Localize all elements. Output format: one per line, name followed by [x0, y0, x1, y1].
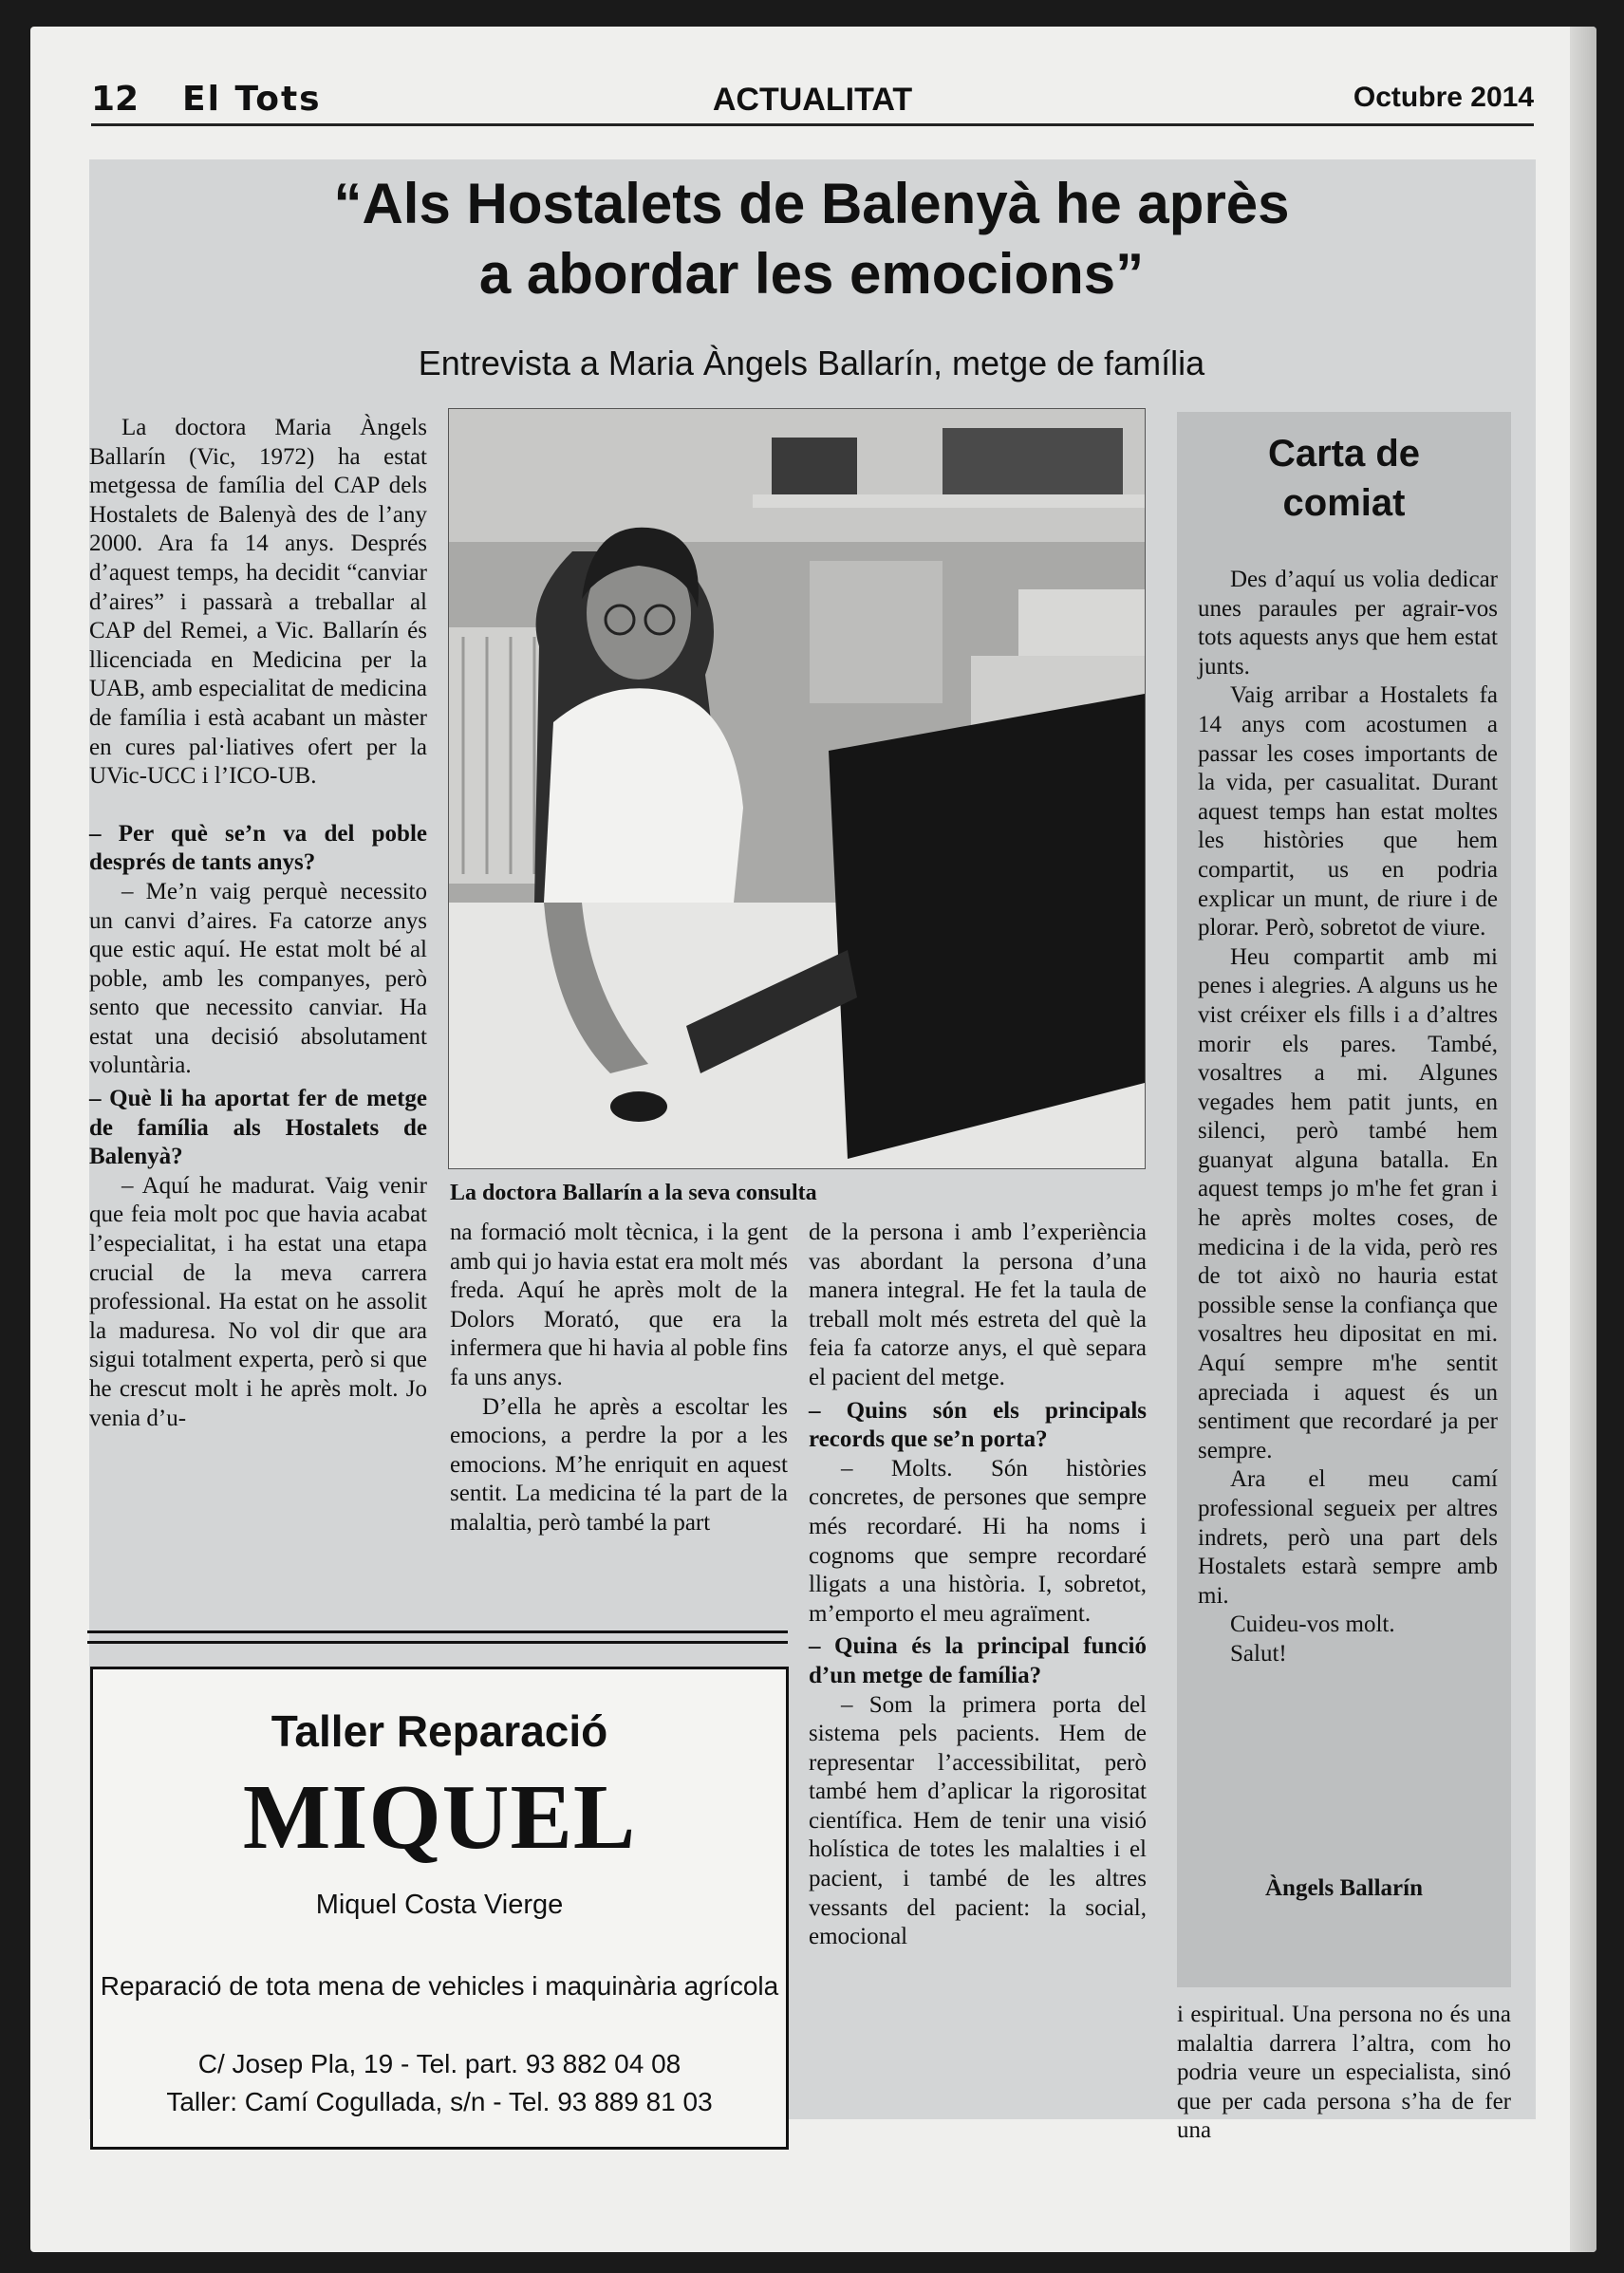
doctor-at-desk-image	[449, 409, 1145, 1168]
advert-brand: MIQUEL	[242, 1766, 637, 1869]
advert-heading: Taller Reparació	[271, 1706, 608, 1756]
sidebar-title-text: Carta de comiat	[1267, 433, 1421, 524]
question-1: – Per què se’n va del poble després de tants anys?	[89, 820, 427, 876]
advert-address-2: Taller: Camí Cogullada, s/n - Tel. 93 889 81 03	[166, 2087, 713, 2116]
advert-services: Reparació de tota mena de vehicles i maquinària agrícola	[100, 1971, 779, 2001]
answer-3: – Molts. Són històries concretes, de persones que sempre més recordaré. Hi ha noms i cognoms que sempre recordaré lligats a una història. I, sobretot, m’emporto el meu agraïment.	[809, 1455, 1147, 1627]
question-4: – Quina és la principal funció d’un metge de família?	[809, 1633, 1147, 1688]
answer-1: – Me’n vaig perquè necessito un canvi d’aires. Fa catorze anys que estic aquí. He estat molt bé al poble, amb les companyes, però sento que necessito canviar. Ha estat una decisió absolutament voluntària.	[89, 878, 427, 1079]
page-edge-shadow	[1570, 27, 1596, 2252]
question-3: – Quins són els principals records que se’n porta?	[809, 1397, 1147, 1453]
doctor-photo	[448, 408, 1146, 1169]
intro-paragraph: La doctora Maria Àngels Ballarín (Vic, 1972) ha estat metgessa de família del CAP dels Hostalets de Balenyà des de l’any 2000. Ara fa 14 anys. Després d’aquest temps, ha decidit “canviar d’aires” i passarà a treballar al CAP del Remei, a Vic. Ballarín és llicenciada en Medicina per la UAB, amb especialitat de medicina de família i està acabant un màster en cures pal·liatives ofert per la UVic-UCC i l’ICO-UB.	[89, 415, 427, 790]
article-column-4	[1177, 2001, 1511, 2146]
subheadline: Entrevista a Maria Àngels Ballarín, metge de família	[418, 344, 1205, 382]
advert-rule	[87, 1630, 788, 1644]
question-2: – Què li ha aportat fer de metge de família als Hostalets de Balenyà?	[89, 1086, 427, 1170]
article-column-1	[89, 414, 427, 1433]
page-number: 12	[91, 80, 140, 119]
sidebar-paragraph-3: Heu compartit amb mi penes i alegries. A alguns us he vist créixer els fills i a d’altres morir els pares. També, vosaltres a mi. Algunes vegades hem patit junts, en silenci, però també hem guanyat alguna batalla. En aquest temps jo m'he fet gran i he après moltes coses, de medicina i de la vida, però res de tot això no hauria estat possible sense la confiança que vosaltres heu dipositat en mi. Aquí sempre m'he sentit apreciada i aquest és un sentiment que recordaré ja per sempre.	[1198, 943, 1498, 1463]
answer-2-part-4: de la persona i amb l’experiència vas abordant la persona d’una manera integral. He fet la taula de treball molt més estreta del què la feia fa catorze anys, el què separa el pacient del metge.	[809, 1220, 1147, 1390]
sidebar-paragraph-2: Vaig arribar a Hostalets fa 14 anys com acostumen a passar les coses importants de la vida, per casualitat. Durant aquest temps han estat moltes les històries que hem compartit, us en podria explicar un munt, de riure i de plorar. Però, sobretot de viure.	[1198, 682, 1498, 941]
sidebar-text	[1198, 566, 1498, 1669]
answer-4-part-2: i espiritual. Una persona no és una malaltia darrera l’altra, com ho podria veure un especialista, sinó que per cada persona s’ha de fer una	[1177, 2002, 1511, 2144]
masthead: El Tots	[182, 80, 322, 119]
answer-2-part-3: D’ella he après a escoltar les emocions, a perdre la por a les emocions. M’he enriquit en aquest sentit. La medicina té la part de la malaltia, però també la part	[450, 1393, 788, 1536]
sidebar-paragraph-4: Ara el meu camí professional segueix per altres indrets, però una part dels Hostalets estarà sempre amb mi.	[1198, 1466, 1498, 1609]
answer-2-part-1: – Aquí he madurat. Vaig venir que feia molt poc que havia acabat l’especialitat, i ha estat una etapa crucial de la meva carrera professional. Ha estat on he assolit la maduresa. No vol dir que ara sigui totalment experta, però si que he crescut molt i he après molt. Jo venia d’u-	[89, 1172, 427, 1431]
sidebar-paragraph-1: Des d’aquí us volia dedicar unes paraules per agrair-vos tots aquests anys que hem estat junts.	[1198, 567, 1498, 680]
page-header	[91, 74, 1534, 126]
sidebar-signature: Àngels Ballarín	[1265, 1875, 1423, 1901]
headline-line-1: “Als Hostalets de Balenyà he après	[333, 172, 1290, 235]
section-label: ACTUALITAT	[712, 82, 913, 118]
photo-caption: La doctora Ballarín a la seva consulta	[450, 1181, 817, 1205]
article-column-2	[450, 1219, 788, 1538]
garage-advert	[90, 1667, 789, 2150]
advert-owner: Miquel Costa Vierge	[315, 1890, 564, 1920]
sidebar-title	[1177, 429, 1511, 528]
headline	[142, 169, 1481, 309]
answer-4-part-1: – Som la primera porta del sistema pels pacients. Hem de representar l’accessibilitat, però també hem d’aplicar la rigorositat científica. Hem de tenir una visió holística de totes les malalties i el pacient, i també de les altres vessants del pacient: la social, emocional	[809, 1691, 1147, 1950]
advert-address-1: C/ Josep Pla, 19 - Tel. part. 93 882 04 08	[197, 2049, 681, 2078]
answer-2-part-2: na formació molt tècnica, i la gent amb qui jo havia estat era molt més freda. Aquí he après molt de la Dolors Morató, que era la infermera que hi havia al poble fins fa uns anys.	[450, 1220, 788, 1390]
headline-line-2: a abordar les emocions”	[478, 242, 1145, 306]
sidebar-paragraph-6: Salut!	[1230, 1640, 1287, 1667]
issue-date: Octubre 2014	[1353, 82, 1534, 113]
article-column-3	[809, 1219, 1147, 1952]
sidebar-paragraph-5: Cuideu-vos molt.	[1230, 1612, 1395, 1638]
